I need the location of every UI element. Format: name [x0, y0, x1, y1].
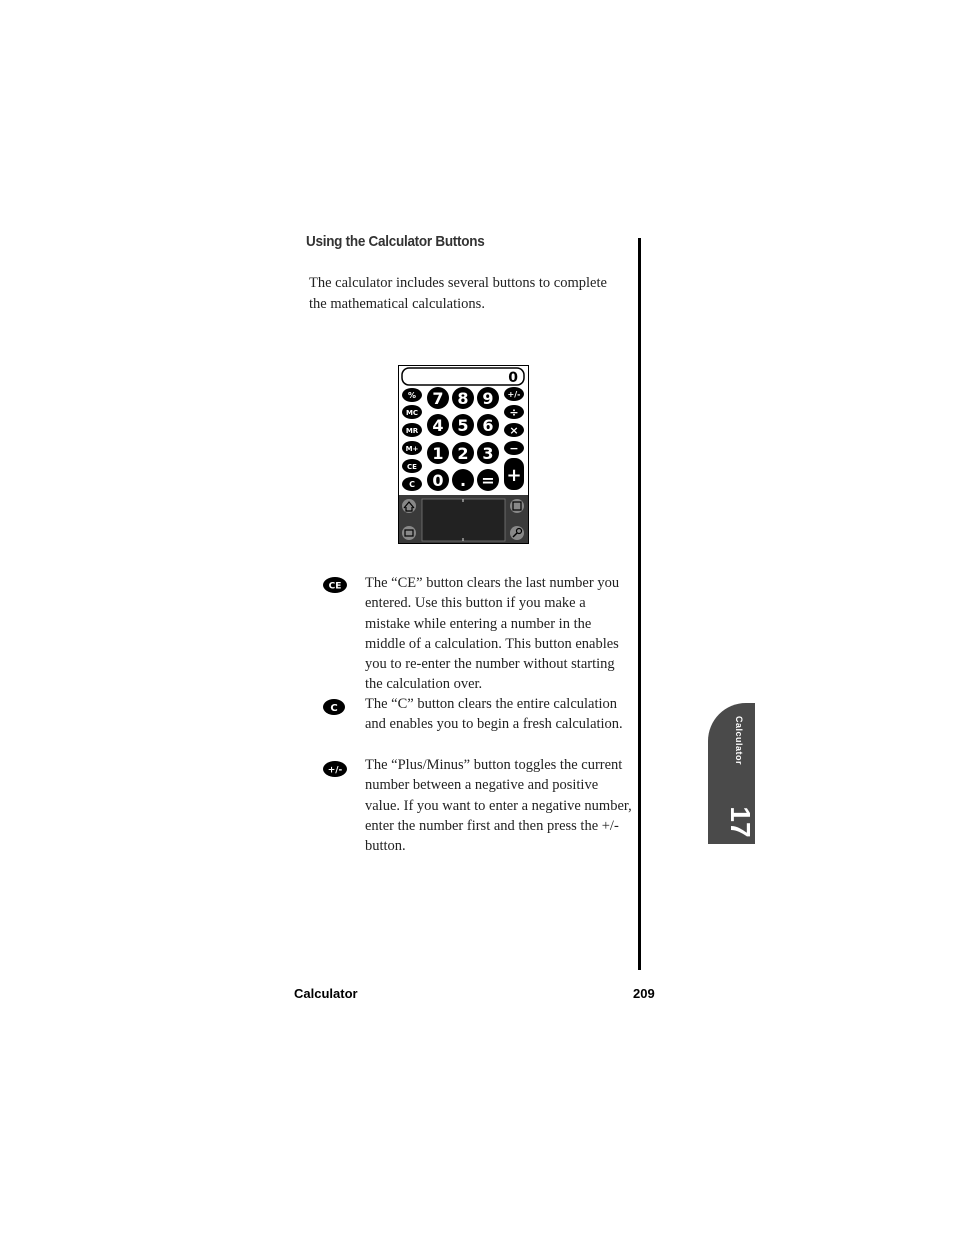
calc-icon	[510, 499, 524, 513]
m-plus-key-label: M+	[405, 445, 419, 453]
plus-minus-icon-label: +/-	[327, 765, 343, 776]
key-1-label: 1	[432, 444, 444, 463]
footer-section-name: Calculator	[294, 986, 358, 1001]
key-9-label: 9	[482, 389, 494, 408]
find-icon	[510, 526, 524, 540]
key-2-label: 2	[457, 444, 469, 463]
plus-minus-description-text: The “Plus/Minus” button toggles the current number between a negative and positive value. If you want to enter a negative number, enter the number first and then press the +/- button.	[365, 757, 632, 855]
chapter-number: 17	[725, 806, 756, 838]
c-button-icon	[322, 698, 348, 716]
divide-key-label: ÷	[509, 406, 519, 419]
vertical-rule	[638, 238, 641, 970]
chapter-tab-label: Calculator	[734, 716, 744, 766]
intro-paragraph: The calculator includes several buttons to complete the mathematical calculations.	[309, 275, 607, 312]
home-icon	[402, 499, 416, 513]
key-5-label: 5	[457, 416, 469, 435]
ce-key-label: CE	[407, 463, 417, 471]
key-0-label: 0	[432, 471, 444, 490]
percent-key-label: %	[407, 391, 417, 400]
ce-description-text: The “CE” button clears the last number you entered. Use this button if you make a mistake while entering a number in the middle of a calculation. This button enables you to re-enter the number without starting the calculation over.	[365, 575, 620, 693]
key-equals-label: =	[481, 471, 495, 490]
ce-icon-label: CE	[328, 581, 342, 592]
key-3-label: 3	[482, 444, 494, 463]
key-6-label: 6	[482, 416, 494, 435]
section-heading: Using the Calculator Buttons	[306, 233, 485, 250]
c-icon-label: C	[330, 703, 338, 714]
c-description-text: The “C” button clears the entire calculation and enables you to begin a fresh calculation.	[365, 696, 623, 733]
footer-page-number: 209	[633, 986, 655, 1001]
plus-minus-button-icon	[322, 760, 348, 778]
plus-key-label: +	[506, 465, 522, 486]
calculator-display	[402, 368, 524, 385]
menu-icon	[402, 526, 416, 540]
multiply-key-label: ×	[509, 424, 519, 437]
minus-key-label: −	[509, 442, 519, 455]
key-8-label: 8	[457, 389, 469, 408]
key-4-label: 4	[432, 416, 444, 435]
key-7-label: 7	[432, 389, 444, 408]
ce-button-icon	[322, 576, 348, 594]
calculator-screenshot	[398, 365, 530, 545]
c-key-label: C	[409, 480, 415, 489]
mr-key-label: MR	[405, 427, 419, 435]
key-decimal-label: .	[459, 471, 467, 490]
plus-minus-key-label: +/-	[507, 390, 521, 399]
writing-area	[422, 499, 505, 541]
display-value: 0	[508, 370, 518, 386]
mc-key-label: MC	[405, 409, 419, 417]
